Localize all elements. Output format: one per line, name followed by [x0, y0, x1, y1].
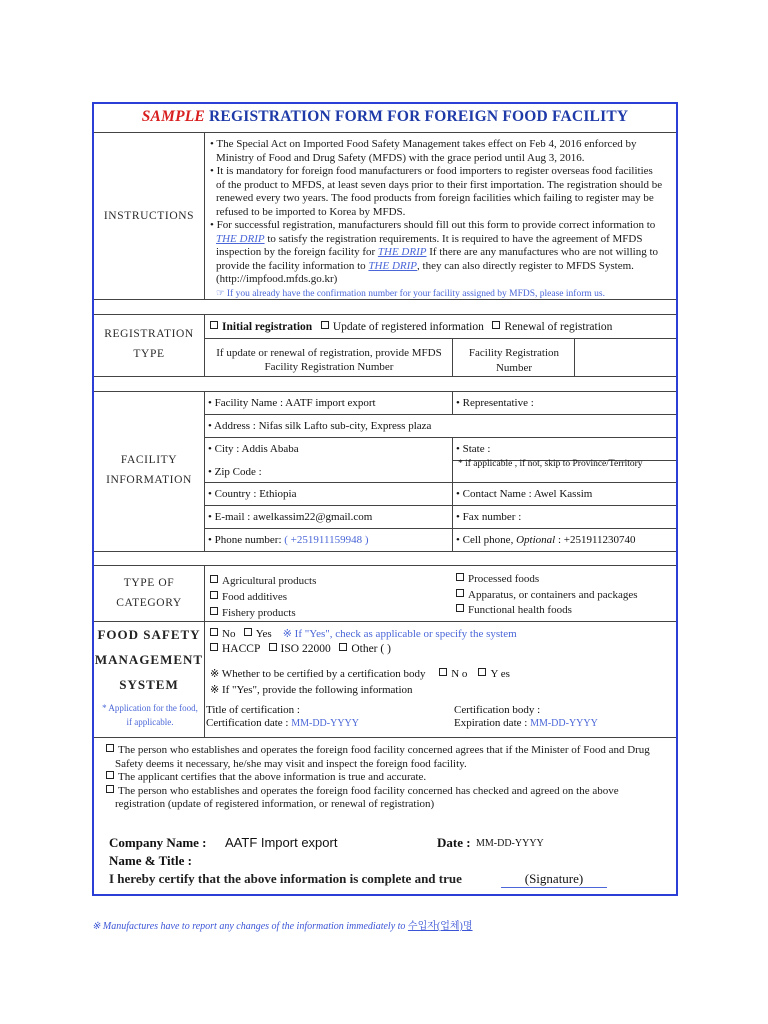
fsms-row-1: No Yes ※ If "Yes", check as applicable or specify the system — [210, 627, 517, 640]
the-drip-link-3[interactable]: THE DRIP — [368, 259, 418, 272]
renewal-checkbox[interactable] — [492, 321, 500, 329]
certify-statement: I hereby certify that the above information is complete and true — [109, 871, 462, 886]
title-certification-field[interactable]: Title of certification : — [206, 704, 300, 716]
address-field[interactable]: • Address : Nifas silk Lafto sub-city, Express plaza — [208, 420, 432, 432]
name-title-label: Name & Title : — [109, 853, 192, 868]
title-text: REGISTRATION FORM FOR FOREIGN FOOD FACILITY — [209, 108, 629, 125]
company-name-label: Company Name : — [109, 835, 207, 850]
zip-code-field[interactable]: • Zip Code : — [208, 466, 262, 478]
agreement-2[interactable]: The applicant certifies that the above information is true and accurate. — [106, 771, 666, 785]
instruction-bullet-1: • The Special Act on Imported Food Safety Management takes effect on Feb 4, 2016 enforced by Ministry of Food and Drug Safety (MFDS) with the grace period until Aug 3, 2016. — [210, 138, 637, 164]
haccp-checkbox[interactable] — [210, 643, 218, 651]
registration-options — [210, 321, 612, 333]
form-title — [94, 108, 676, 126]
fsms-row-2: HACCP ISO 22000 Other ( ) — [210, 643, 391, 655]
representative-field[interactable]: • Representative : — [456, 397, 534, 409]
facility-name-field[interactable]: • Facility Name : AATF import export — [208, 397, 376, 409]
fsms-label: FOOD SAFETY MANAGEMENT SYSTEM — [94, 627, 204, 692]
facility-information-label: FACILITY INFORMATION — [106, 454, 192, 486]
state-note: * if applicable , if not, skip to Province/Territory — [458, 459, 643, 469]
update-checkbox[interactable] — [321, 321, 329, 329]
footer-note: ※ Manufactures have to report any changes of the information immediately to 수입자(업체)명 — [92, 921, 473, 932]
facility-registration-number-field[interactable] — [576, 340, 676, 374]
category-apparatus[interactable]: Apparatus, or containers and packages — [456, 588, 638, 604]
confirmation-note: ☞ If you already have the confirmation number for your facility assigned by MFDS, please inform us. — [216, 288, 605, 299]
fsms-no-checkbox[interactable] — [210, 628, 218, 636]
instructions-text — [208, 138, 664, 301]
instruction-bullet-2: • It is mandatory for foreign food manufacturers or food importers to register overseas food facilities of the product to MFDS, at least seven days prior to their first importation. The registration should be renewed every two years. The food products from foreign facilities which failing to register may be refused to be imported to Korea by MFDS. — [210, 165, 663, 218]
phone-value: ( +251911159948 ) — [284, 534, 369, 546]
registration-form — [92, 102, 678, 896]
renewal-label: Renewal of registration — [504, 321, 613, 333]
date-value[interactable]: MM-DD-YYYY — [476, 838, 544, 849]
category-fishery[interactable]: Fishery products — [210, 605, 316, 621]
phone-label: • Phone number: — [208, 534, 282, 546]
importer-name-link[interactable]: 수입자(업체)명 — [407, 921, 473, 932]
category-processed-foods[interactable]: Processed foods — [456, 572, 638, 588]
initial-registration-checkbox[interactable] — [210, 321, 218, 329]
city-field[interactable]: • City : Addis Ababa — [208, 443, 299, 455]
initial-registration-label: Initial registration — [222, 321, 313, 333]
date-label: Date : — [437, 835, 471, 850]
fsms-note: * Application for the food, if applicable. — [102, 703, 198, 727]
update-label: Update of registered information — [332, 321, 484, 333]
certification-body-field[interactable]: Certification body : — [454, 704, 541, 716]
expiration-date-field[interactable]: Expiration date : MM-DD-YYYY — [454, 717, 598, 729]
category-functional-health[interactable]: Functional health foods — [456, 603, 638, 619]
fax-field[interactable]: • Fax number : — [456, 511, 522, 523]
other-checkbox[interactable] — [339, 643, 347, 651]
signature-field[interactable]: (Signature) — [501, 871, 607, 888]
country-field[interactable]: • Country : Ethiopia — [208, 488, 297, 500]
cell-phone-field[interactable]: • Cell phone, Optional : +251911230740 — [456, 534, 636, 546]
category-label: TYPE OF CATEGORY — [116, 577, 182, 609]
category-left-list — [210, 573, 316, 621]
the-drip-link[interactable]: THE DRIP — [216, 232, 265, 245]
fsms-provide-note: ※ If "Yes", provide the following information — [210, 684, 413, 696]
category-right-list — [456, 572, 638, 619]
state-field[interactable]: • State : — [456, 443, 491, 455]
category-food-additives[interactable]: Food additives — [210, 589, 316, 605]
instructions-label: INSTRUCTIONS — [103, 210, 195, 222]
category-agricultural[interactable]: Agricultural products — [210, 573, 316, 589]
registration-type-label: REGISTRATION TYPE — [104, 328, 194, 360]
certified-no-checkbox[interactable] — [439, 668, 447, 676]
contact-name-field[interactable]: • Contact Name : Awel Kassim — [456, 488, 593, 500]
company-name-value[interactable]: AATF Import export — [225, 835, 338, 850]
agreement-3[interactable]: The person who establishes and operates the foreign food facility concerned has checked and agreed on the above registration (update of registered information, or renewal of registration) — [106, 785, 666, 812]
agreements — [106, 744, 666, 812]
fsms-yes-note: ※ If "Yes", check as applicable or specify the system — [282, 628, 517, 640]
the-drip-link-2[interactable]: THE DRIP — [377, 246, 427, 258]
agreement-1[interactable]: The person who establishes and operates the foreign food facility concerned agrees that if the Minister of Food and Drug Safety deems it necessary, he/she may visit and inspect the foreign food facility. — [106, 744, 666, 771]
phone-field[interactable] — [208, 534, 368, 546]
fsms-yes-checkbox[interactable] — [244, 628, 252, 636]
provide-number-text: If update or renewal of registration, provide MFDS Facility Registration Number — [216, 347, 442, 373]
certification-date-field[interactable]: Certification date : MM-DD-YYYY — [206, 717, 359, 729]
iso-checkbox[interactable] — [269, 643, 277, 651]
sample-label: SAMPLE — [141, 108, 205, 125]
fsms-row-3: ※ Whether to be certified by a certification body N o Y es — [210, 668, 510, 680]
certified-yes-checkbox[interactable] — [478, 668, 486, 676]
facility-registration-number-label: Facility Registration Number — [468, 347, 560, 374]
email-field[interactable]: • E-mail : awelkassim22@gmail.com — [208, 511, 373, 523]
instruction-bullet-3: • For successful registration, manufacturers should fill out this form to provide correct information to THE DRIP to satisfy the registration requirements. It is required to have the agreement of MFDS inspection by the foreign facility for THE DRIP If there are any manufactures who are not willing to provide the facility information to THE DRIP, they can also directly register to MFDS System. (http://impfood.mfds.go.kr) — [210, 219, 659, 285]
